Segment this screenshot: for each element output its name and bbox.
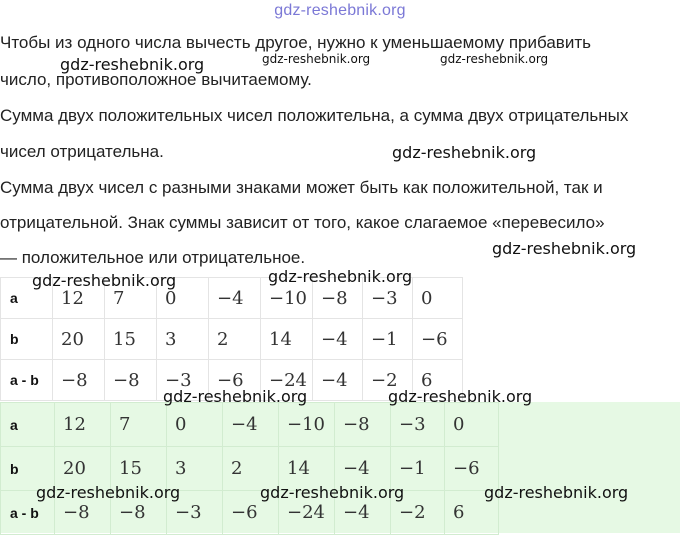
table-cell: −2 xyxy=(363,360,413,401)
paragraph-line: Сумма двух положительных чисел положительна, а сумма двух отрицательных xyxy=(0,106,629,125)
row-label: a - b xyxy=(1,360,53,401)
table-cell: −10 xyxy=(279,403,335,447)
watermark: gdz-reshebnik.org xyxy=(484,483,629,502)
table-cell: 2 xyxy=(209,319,261,360)
table-row xyxy=(1,403,499,447)
table-cell: 0 xyxy=(413,278,463,319)
table-cell: 0 xyxy=(167,403,223,447)
table-cell: −2 xyxy=(391,491,445,535)
table-cell: 20 xyxy=(53,319,105,360)
paragraph-line: — положительное или отрицательное. xyxy=(0,248,306,267)
row-label: b xyxy=(1,447,55,491)
table-cell: −8 xyxy=(313,278,363,319)
watermark: gdz-reshebnik.org xyxy=(268,267,413,286)
watermark: gdz-reshebnik.org xyxy=(440,52,549,66)
table-cell: 7 xyxy=(111,403,167,447)
table-cell: −24 xyxy=(261,360,313,401)
table-cell: −4 xyxy=(335,447,391,491)
table-cell: −3 xyxy=(157,360,209,401)
table-cell: 3 xyxy=(157,319,209,360)
table-cell: 7 xyxy=(105,278,157,319)
row-label: b xyxy=(1,319,53,360)
table-cell: −8 xyxy=(111,491,167,535)
table-cell: −10 xyxy=(261,278,313,319)
table-cell: 14 xyxy=(261,319,313,360)
table-cell: −4 xyxy=(313,360,363,401)
watermark: gdz-reshebnik.org xyxy=(492,239,637,258)
row-label: a - b xyxy=(1,491,55,535)
data-table-2 xyxy=(0,402,499,535)
paragraph-line: отрицательной. Знак суммы зависит от того, какое слагаемое «перевесило» xyxy=(0,213,605,232)
table-cell: −6 xyxy=(445,447,499,491)
watermark: gdz-reshebnik.org xyxy=(262,52,371,66)
watermark: gdz-reshebnik.org xyxy=(260,483,405,502)
paragraph-line: Чтобы из одного числа вычесть другое, нужно к уменьшаемому прибавить xyxy=(0,33,591,52)
table-cell: 0 xyxy=(157,278,209,319)
table-cell: 20 xyxy=(55,447,111,491)
table-cell: −24 xyxy=(279,491,335,535)
table-cell: 2 xyxy=(223,447,279,491)
table-cell: 6 xyxy=(413,360,463,401)
row-label: a xyxy=(1,403,55,447)
paragraph-line: число, противоположное вычитаемому. xyxy=(0,70,312,89)
watermark: gdz-reshebnik.org xyxy=(392,143,537,162)
paragraph-line: чисел отрицательна. xyxy=(0,142,164,161)
top-watermark: gdz-reshebnik.org xyxy=(274,2,406,19)
watermark: gdz-reshebnik.org xyxy=(32,271,177,290)
table-cell: −6 xyxy=(413,319,463,360)
watermark: gdz-reshebnik.org xyxy=(163,387,308,406)
table-cell: −4 xyxy=(209,278,261,319)
table-cell: −8 xyxy=(53,360,105,401)
data-table-1 xyxy=(0,277,463,401)
watermark: gdz-reshebnik.org xyxy=(388,387,533,406)
table-cell: −6 xyxy=(223,491,279,535)
table-cell: −3 xyxy=(167,491,223,535)
table-cell: −3 xyxy=(363,278,413,319)
table-cell: 0 xyxy=(445,403,499,447)
watermark: gdz-reshebnik.org xyxy=(60,55,205,74)
table-cell: 12 xyxy=(55,403,111,447)
table-cell: 15 xyxy=(105,319,157,360)
table-cell: −8 xyxy=(105,360,157,401)
table-cell: 6 xyxy=(445,491,499,535)
paragraph-line: Сумма двух чисел с разными знаками может быть как положительной, так и xyxy=(0,178,603,197)
table-cell: 12 xyxy=(53,278,105,319)
table-cell: 14 xyxy=(279,447,335,491)
table-cell: −8 xyxy=(335,403,391,447)
table-cell: −4 xyxy=(223,403,279,447)
table-cell: 15 xyxy=(111,447,167,491)
table-cell: −3 xyxy=(391,403,445,447)
table-cell: −4 xyxy=(313,319,363,360)
watermark: gdz-reshebnik.org xyxy=(36,483,181,502)
row-label: a xyxy=(1,278,53,319)
table-cell: −4 xyxy=(335,491,391,535)
table-cell: 3 xyxy=(167,447,223,491)
table-cell: −8 xyxy=(55,491,111,535)
table-cell: −1 xyxy=(363,319,413,360)
table-cell: −1 xyxy=(391,447,445,491)
table-cell: −6 xyxy=(209,360,261,401)
table-row xyxy=(1,319,463,360)
